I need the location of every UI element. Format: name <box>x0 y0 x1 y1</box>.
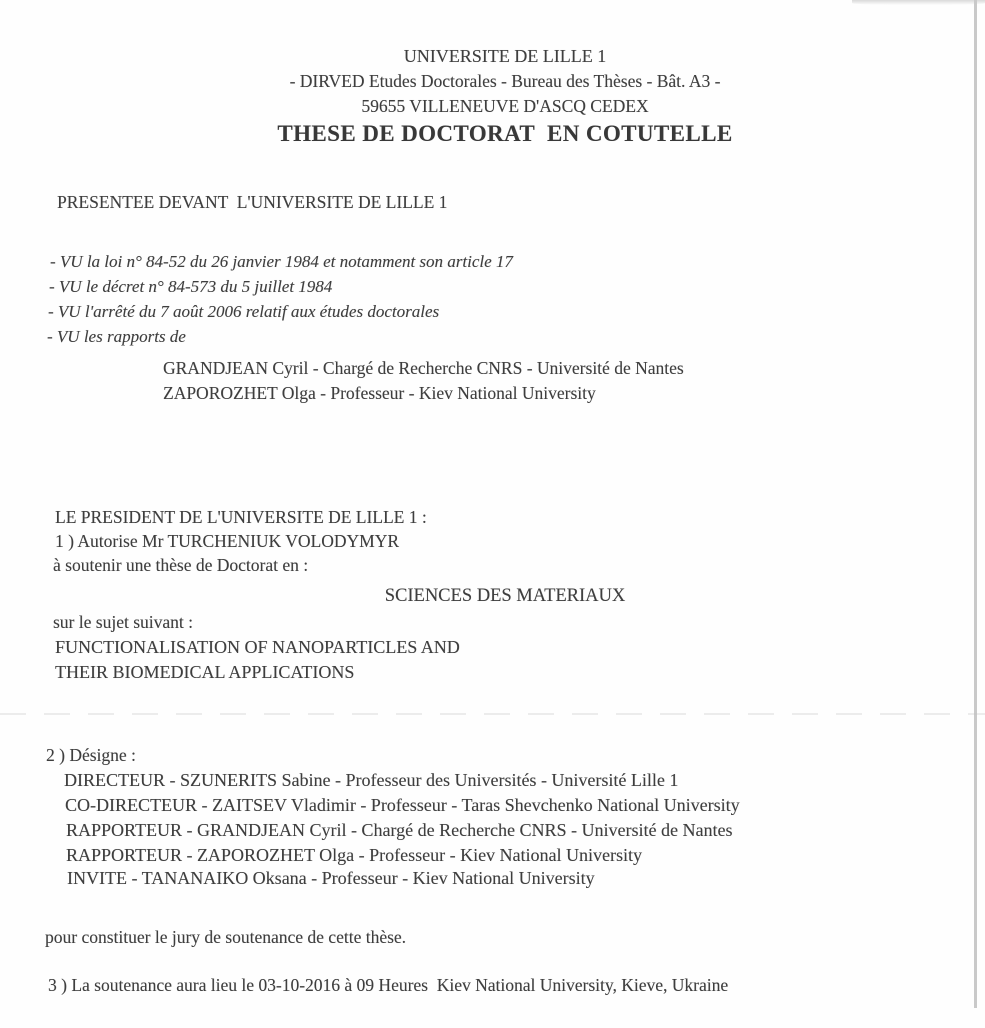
designates-line: 2 ) Désigne : <box>46 745 136 765</box>
scan-smudge-artifact <box>852 0 985 5</box>
rapporteur-grandjean: GRANDJEAN Cyril - Chargé de Recherche CNRS - Université de Nantes <box>163 358 684 378</box>
vu-law-line: - VU la loi n° 84-52 du 26 janvier 1984 et notamment son article 17 <box>50 252 513 271</box>
discipline-name: SCIENCES DES MATERIAUX <box>384 586 626 606</box>
jury-footer-line: pour constituer le jury de soutenance de cette thèse. <box>45 927 407 947</box>
presented-before-line: PRESENTEE DEVANT L'UNIVERSITE DE LILLE 1 <box>57 192 448 212</box>
university-name: UNIVERSITE DE LILLE 1 <box>403 46 607 66</box>
document-title: THESE DE DOCTORAT EN COTUTELLE <box>277 121 733 146</box>
jury-co-directeur: CO-DIRECTEUR - ZAITSEV Vladimir - Professeur - Taras Shevchenko National University <box>65 795 740 815</box>
defend-thesis-line: à soutenir une thèse de Doctorat en : <box>53 555 309 575</box>
vu-order-line: - VU l'arrêté du 7 août 2006 relatif aux études doctorales <box>48 302 440 321</box>
subject-label: sur le sujet suivant : <box>53 612 193 632</box>
address-line: 59655 VILLENEUVE D'ASCQ CEDEX <box>361 96 649 116</box>
rapporteur-zaporozhet: ZAPOROZHET Olga - Professeur - Kiev National University <box>163 383 596 403</box>
thesis-subject-line-2: THEIR BIOMEDICAL APPLICATIONS <box>55 662 355 682</box>
thesis-subject-line-1: FUNCTIONALISATION OF NANOPARTICLES AND <box>55 637 460 657</box>
president-line: LE PRESIDENT DE L'UNIVERSITE DE LILLE 1 : <box>55 507 427 527</box>
jury-invite: INVITE - TANANAIKO Oksana - Professeur - Kiev National University <box>67 868 595 888</box>
scan-edge-line <box>974 0 977 1008</box>
scan-dashed-line-artifact <box>0 713 985 715</box>
jury-directeur: DIRECTEUR - SZUNERITS Sabine - Professeur des Universités - Université Lille 1 <box>64 770 679 790</box>
vu-reports-line: - VU les rapports de <box>47 327 186 346</box>
authorizes-candidate-line: 1 ) Autorise Mr TURCHENIUK VOLODYMYR <box>55 531 400 551</box>
defense-date-line: 3 ) La soutenance aura lieu le 03-10-2016 à 09 Heures Kiev National University, Kieve, Ukraine <box>48 975 729 995</box>
jury-rapporteur-2: RAPPORTEUR - ZAPOROZHET Olga - Professeur - Kiev National University <box>66 845 643 865</box>
jury-rapporteur-1: RAPPORTEUR - GRANDJEAN Cyril - Chargé de Recherche CNRS - Université de Nantes <box>66 820 733 840</box>
department-line: - DIRVED Etudes Doctorales - Bureau des Thèses - Bât. A3 - <box>289 71 721 91</box>
vu-decree-line: - VU le décret n° 84-573 du 5 juillet 1984 <box>49 277 333 296</box>
